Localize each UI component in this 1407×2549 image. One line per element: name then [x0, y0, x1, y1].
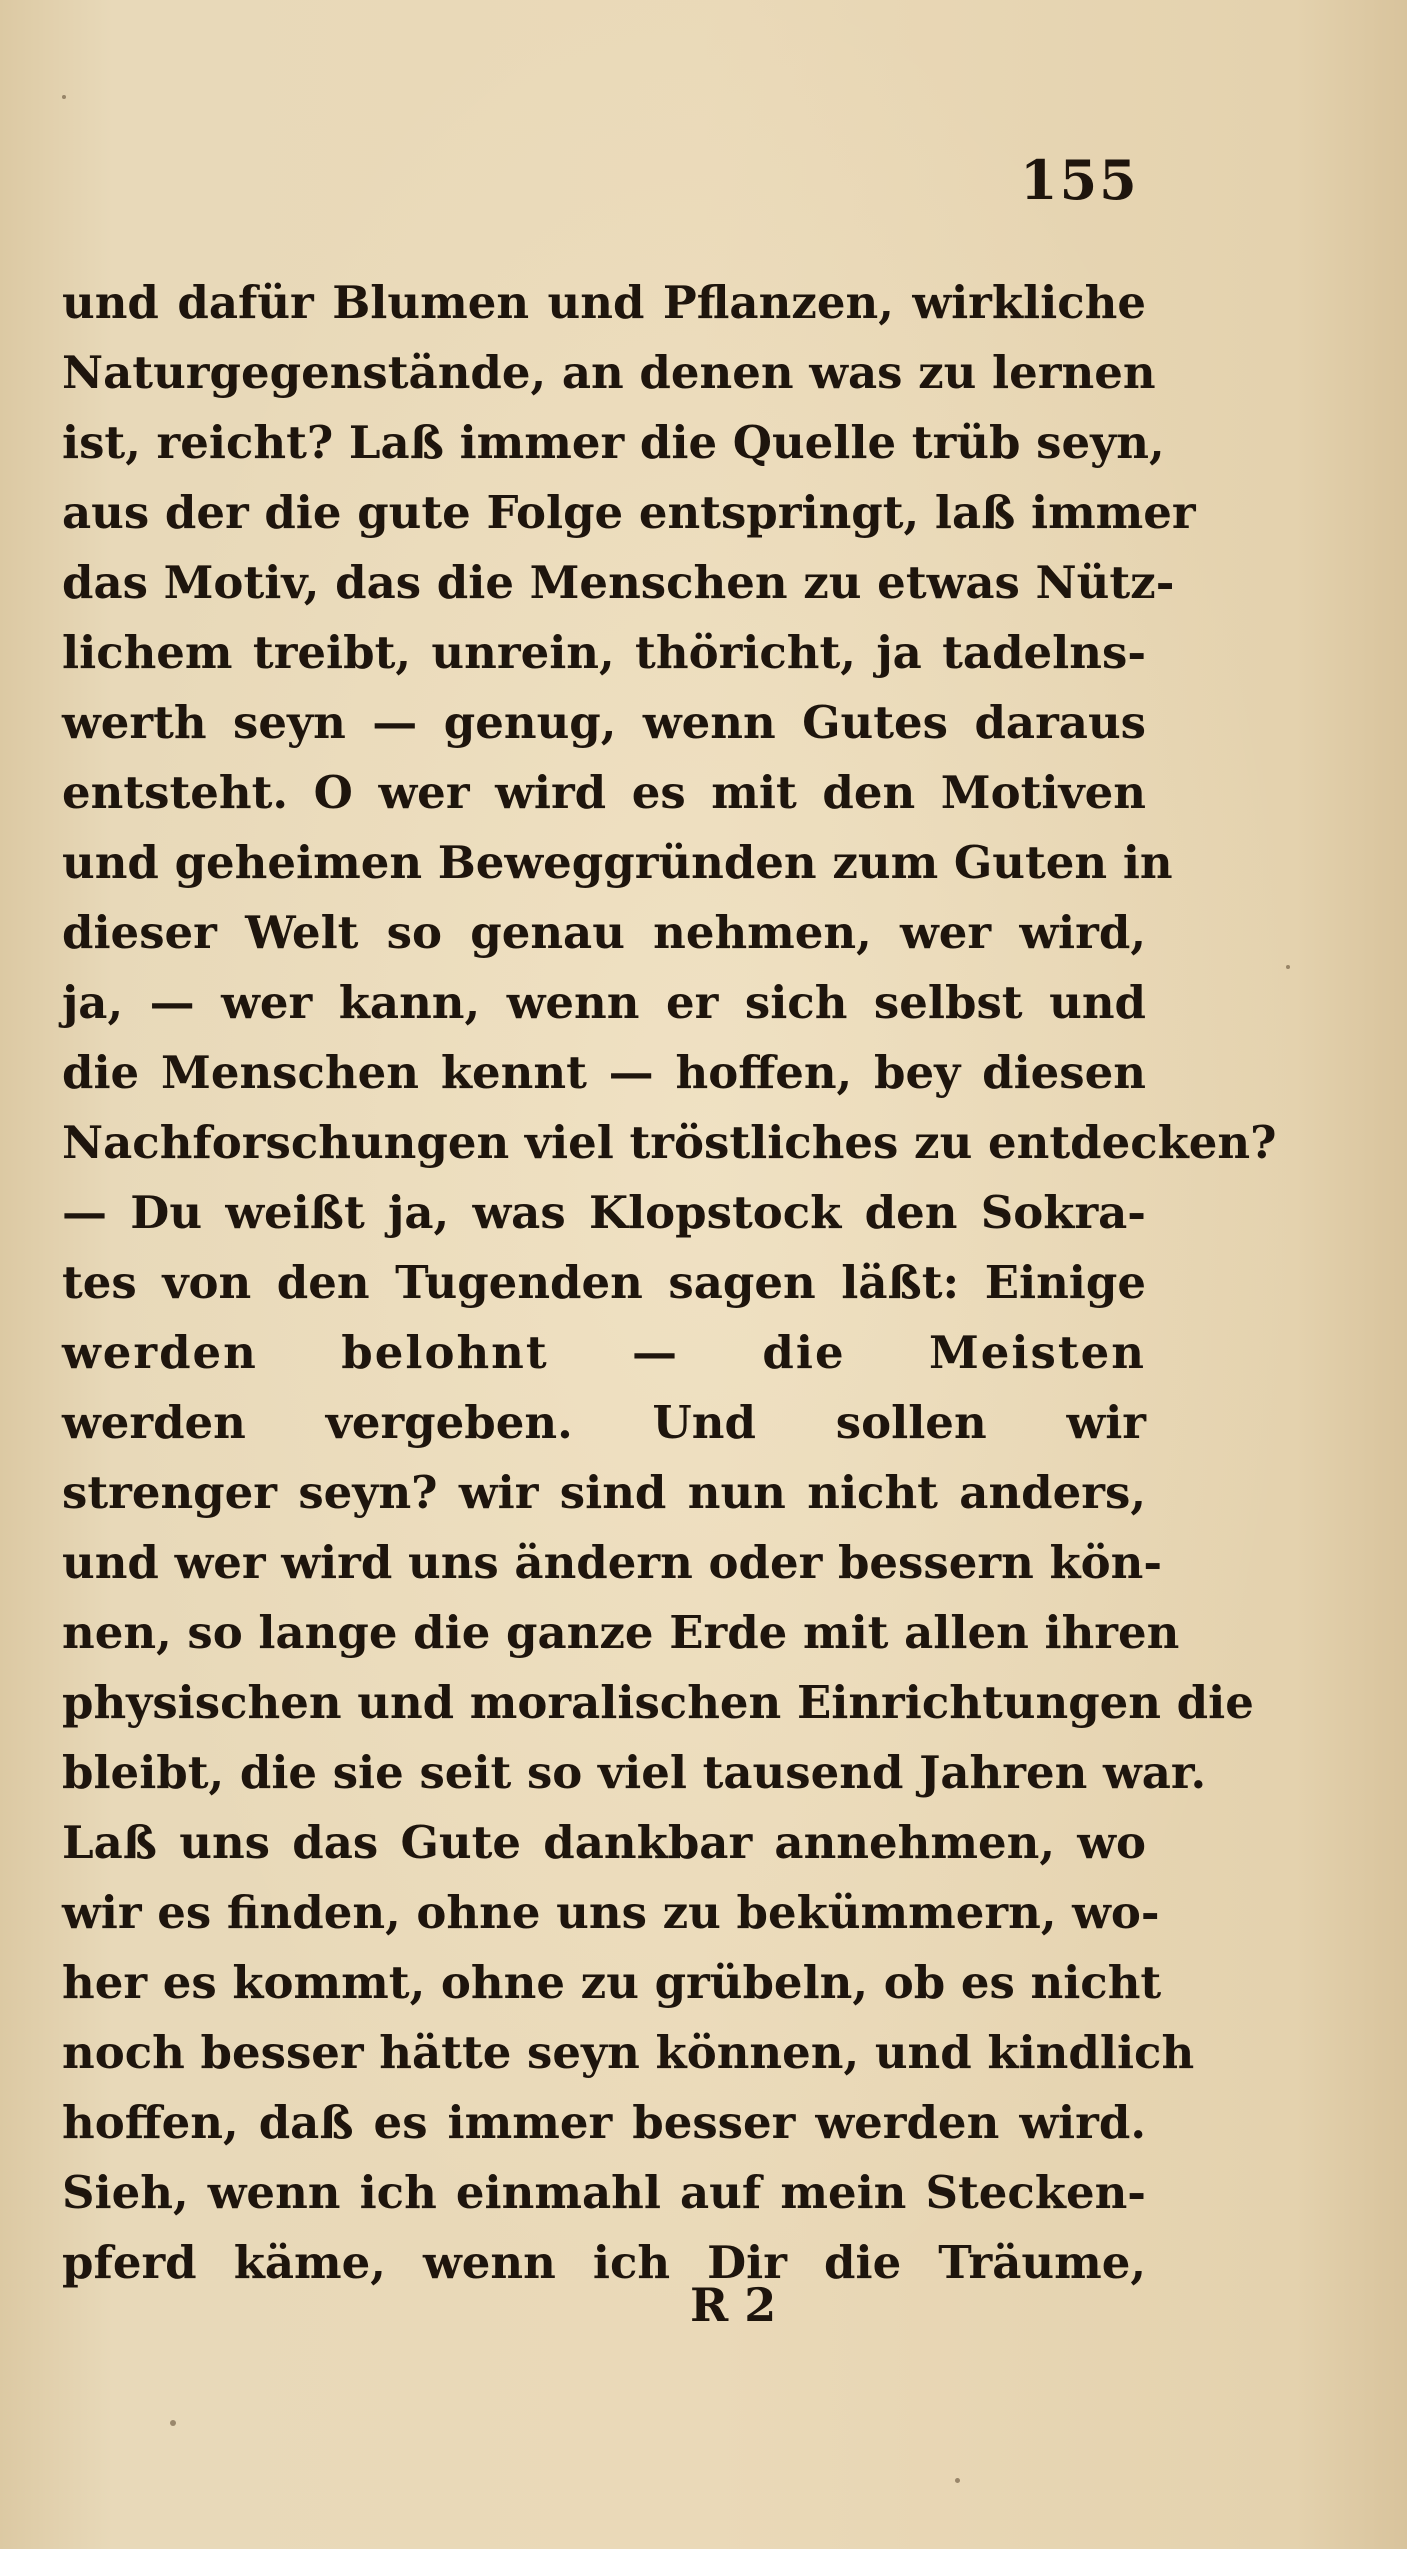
text-line: und geheimen Beweggründen zum Guten in	[62, 836, 1173, 889]
text-line: — Du weißt ja, was Klopstock den Sokra-	[62, 1186, 1146, 1239]
paper-speck	[62, 95, 66, 99]
text-line: Sieh, wenn ich einmahl auf mein Stecken-	[62, 2166, 1146, 2219]
text-line: Naturgegenstände, an denen was zu lernen	[62, 346, 1156, 399]
text-line: die Menschen kennt — hoffen, bey diesen	[62, 1046, 1146, 1099]
text-line: entsteht. O wer wird es mit den Motiven	[62, 766, 1146, 819]
text-line: her es kommt, ohne zu grübeln, ob es nicht	[62, 1956, 1162, 2009]
text-line: das Motiv, das die Menschen zu etwas Nütz-	[62, 556, 1175, 609]
text-line: und dafür Blumen und Pflanzen, wirkliche	[62, 276, 1146, 329]
text-line: dieser Welt so genau nehmen, wer wird,	[62, 906, 1146, 959]
text-line: wir es finden, ohne uns zu bekümmern, wo-	[62, 1886, 1160, 1939]
text-line: werden vergeben. Und sollen wir	[62, 1396, 1146, 1449]
text-line: strenger seyn? wir sind nun nicht anders,	[62, 1466, 1146, 1519]
page-number: 155	[1020, 148, 1139, 212]
text-line: werth seyn — genug, wenn Gutes daraus	[62, 696, 1146, 749]
text-line: ist, reicht? Laß immer die Quelle trüb seyn,	[62, 416, 1165, 469]
signature-mark: R 2	[690, 2278, 777, 2332]
paper-speck	[955, 2478, 960, 2483]
text-line: aus der die gute Folge entspringt, laß immer	[62, 486, 1196, 539]
text-line: pferd käme, wenn ich Dir die Träume,	[62, 2236, 1146, 2289]
text-line: Laß uns das Gute dankbar annehmen, wo	[62, 1816, 1146, 1869]
text-line-spaced: werden belohnt — die Meisten	[62, 1326, 1146, 1379]
text-line: lichem treibt, unrein, thöricht, ja tadelns-	[62, 626, 1146, 679]
paper-speck	[170, 2420, 176, 2426]
text-line: hoffen, daß es immer besser werden wird.	[62, 2096, 1146, 2149]
text-line: ja, — wer kann, wenn er sich selbst und	[62, 976, 1146, 1029]
paper-speck	[1286, 965, 1290, 969]
text-line: Nachforschungen viel tröstliches zu entdecken?	[62, 1116, 1277, 1169]
text-line: nen, so lange die ganze Erde mit allen ihren	[62, 1606, 1180, 1659]
text-line: bleibt, die sie seit so viel tausend Jahren war.	[62, 1746, 1207, 1799]
body-text	[62, 268, 1277, 2298]
text-line: tes von den Tugenden sagen läßt: Einige	[62, 1256, 1146, 1309]
text-line: noch besser hätte seyn können, und kindlich	[62, 2026, 1195, 2079]
text-line: und wer wird uns ändern oder bessern kön-	[62, 1536, 1163, 1589]
text-line: physischen und moralischen Einrichtungen die	[62, 1676, 1254, 1729]
